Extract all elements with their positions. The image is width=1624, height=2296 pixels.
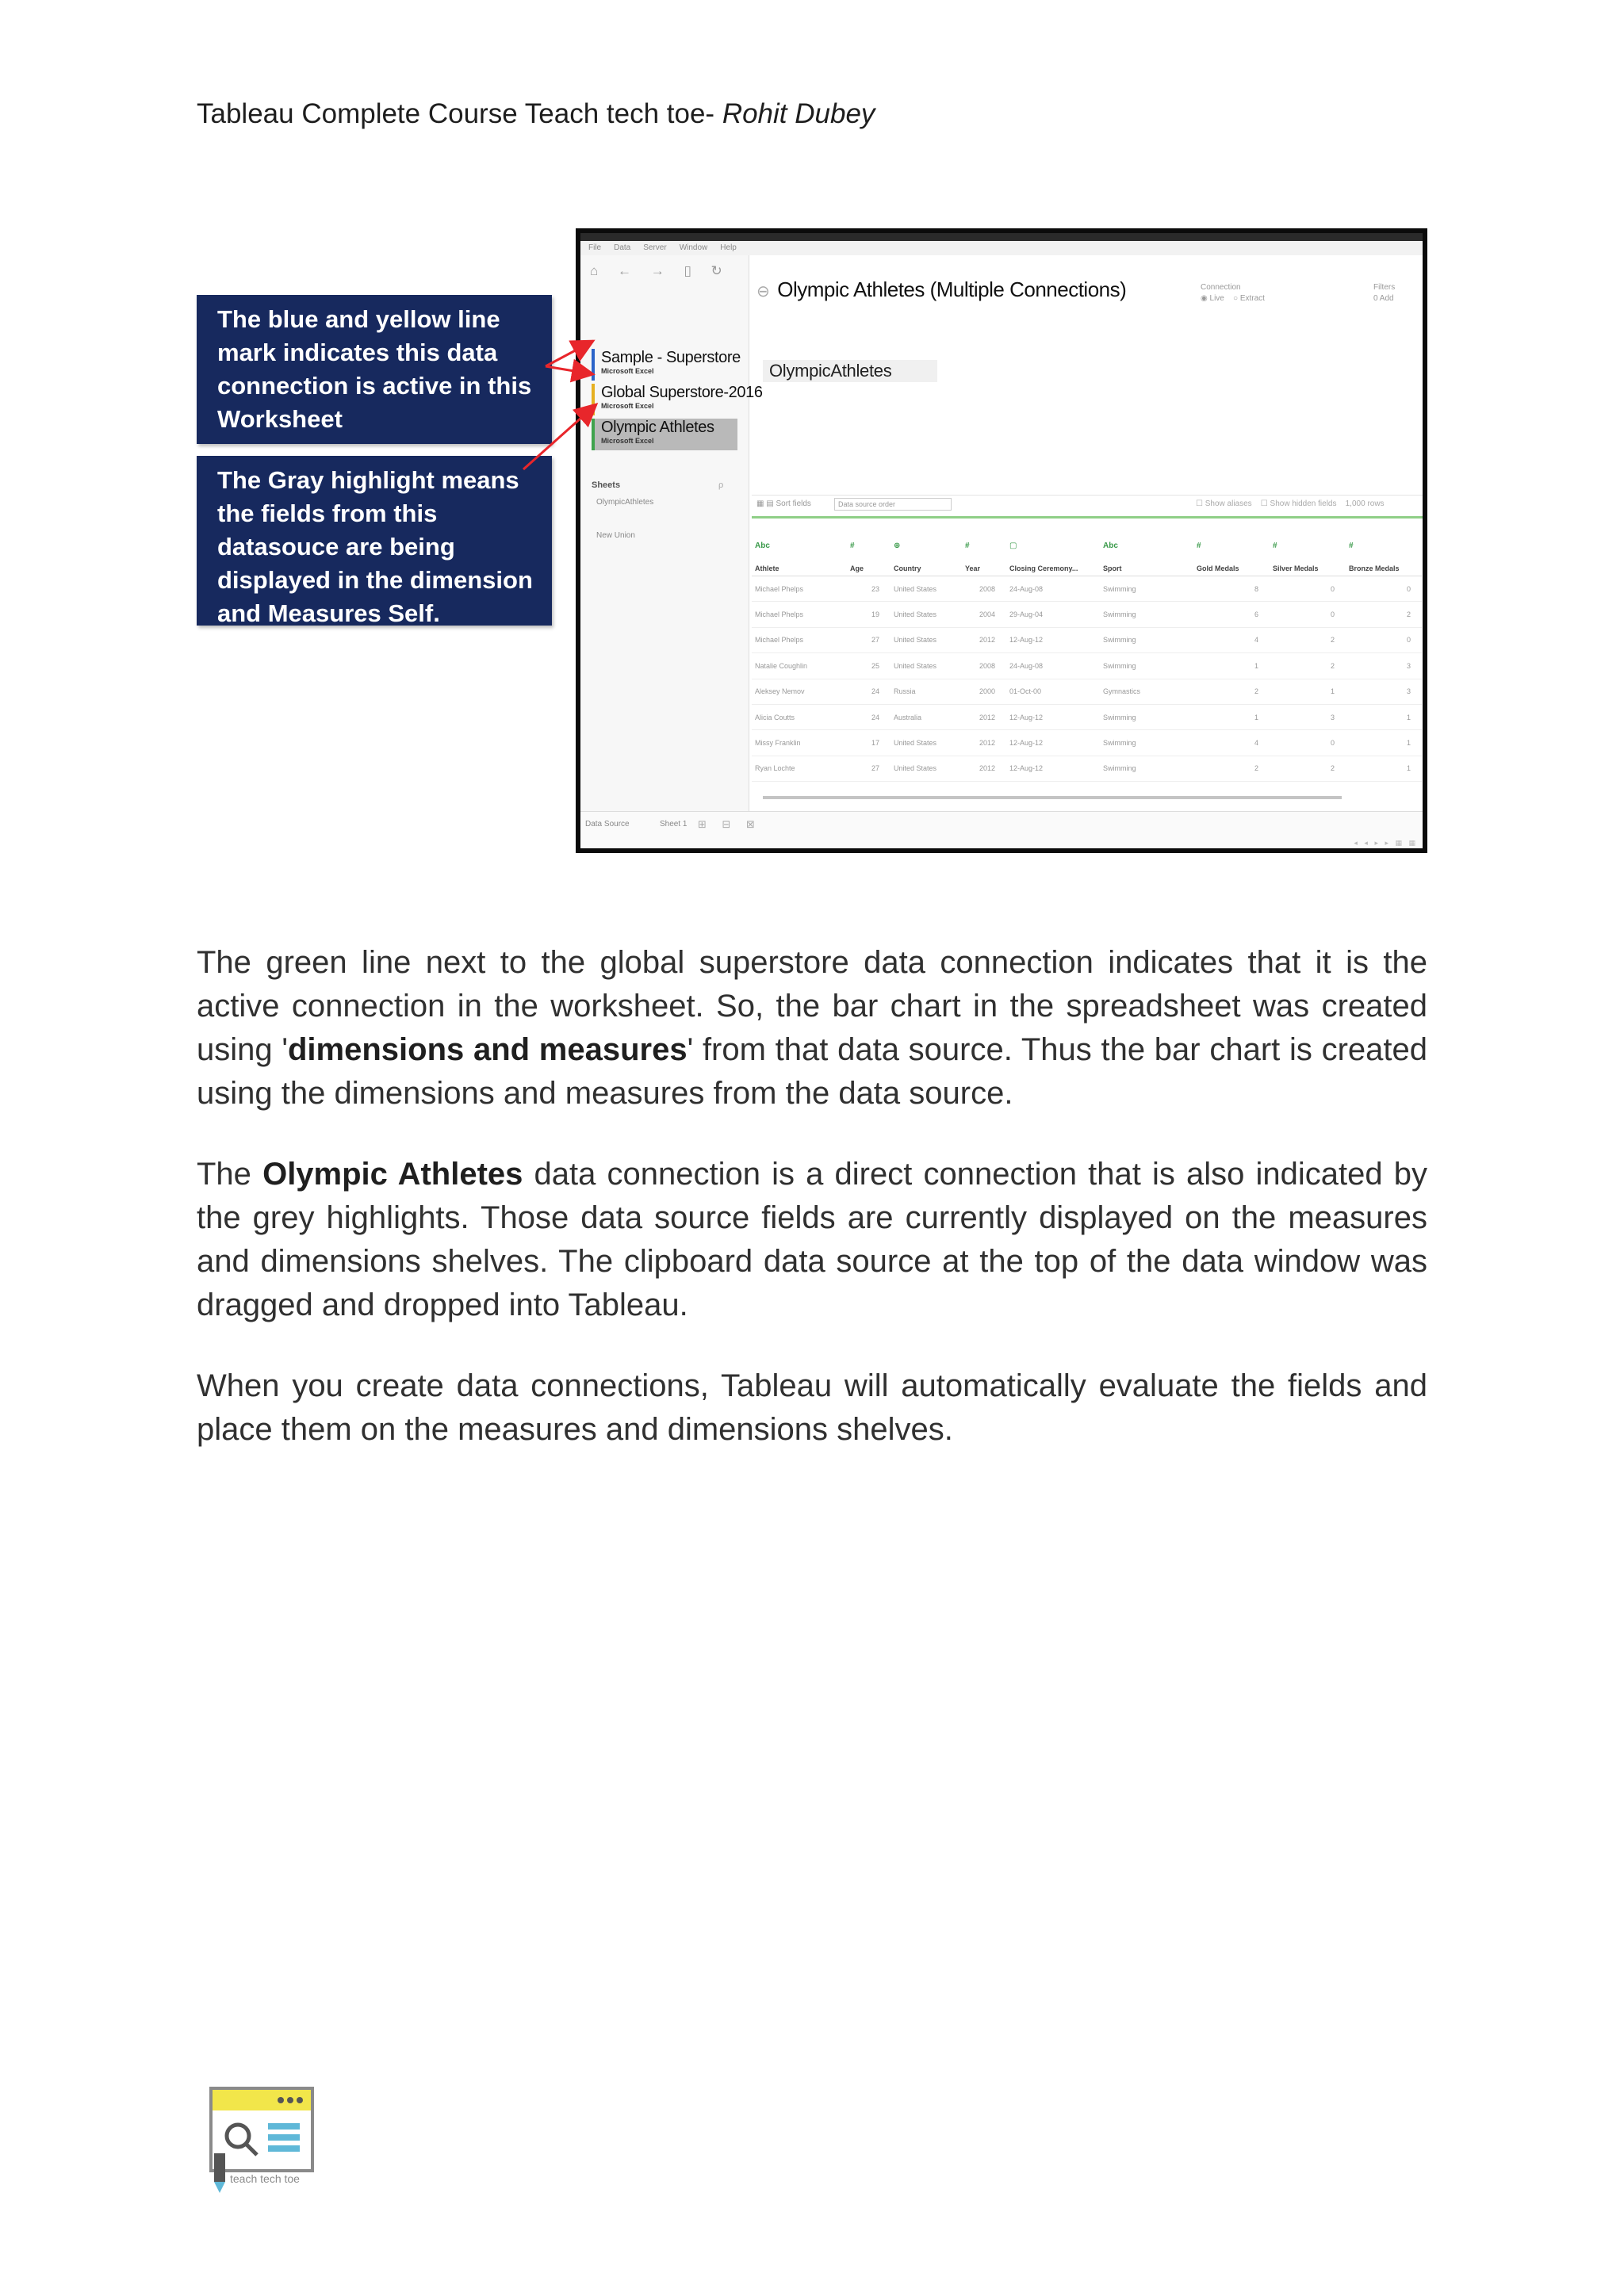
table-cell: 24-Aug-08 — [1006, 576, 1100, 602]
column-header-year[interactable]: # Year — [962, 528, 1006, 576]
table-cell: Michael Phelps — [752, 602, 847, 627]
search-icon[interactable]: ρ — [718, 480, 724, 490]
rows-label: rows — [1367, 499, 1385, 508]
type-icon[interactable]: Abc — [755, 541, 770, 550]
table-cell: 1 — [1193, 653, 1270, 679]
type-icon[interactable]: # — [1273, 541, 1277, 550]
table-cell: Ryan Lochte — [752, 756, 847, 781]
table-cell: 1 — [1270, 679, 1346, 704]
sheet-new-union[interactable]: New Union — [596, 531, 635, 540]
table-cell: Natalie Coughlin — [752, 653, 847, 679]
connection-sample-superstore[interactable] — [592, 349, 741, 381]
type-icon[interactable]: ⊕ — [894, 541, 901, 550]
filters — [1373, 282, 1395, 304]
live-radio-icon[interactable]: ◉ — [1201, 294, 1208, 303]
paragraph-green-line: The green line next to the global superstore data connection indicates that it is the active connection in the worksheet. So, the bar chart in the spreadsheet was created using 'dimensions and measures' from that data source. Thus the bar chart is created using the dimensions and measures from the data source. — [197, 945, 1427, 1111]
grid-view-icon[interactable]: ▦ — [756, 499, 764, 508]
table-cell: 2 — [1270, 627, 1346, 652]
callout-active-connection: The blue and yellow line mark indicates this data connection is active in this Worksheet — [197, 295, 552, 444]
sort-label: Sort fields — [776, 499, 811, 508]
menu-server[interactable]: Server — [643, 243, 667, 252]
table-cell: 4 — [1193, 627, 1270, 652]
table-row — [752, 627, 1422, 652]
connection-label: Connection — [1201, 283, 1241, 292]
table-cell: 24-Aug-08 — [1006, 653, 1100, 679]
menu-data[interactable]: Data — [614, 243, 631, 252]
table-cell: 2012 — [962, 627, 1006, 652]
table-cell: 2012 — [962, 704, 1006, 729]
table-cell: 01-Oct-00 — [1006, 679, 1100, 704]
table-cell: 25 — [847, 653, 891, 679]
table-cell: United States — [891, 576, 962, 602]
column-header-gold-medals[interactable]: # Gold Medals — [1193, 528, 1270, 576]
type-icon[interactable]: Abc — [1103, 541, 1118, 550]
tableau-screenshot — [576, 228, 1427, 853]
datasource-title — [756, 277, 1126, 302]
table-cell: 1 — [1346, 730, 1422, 756]
filters-add[interactable]: 0 Add — [1373, 294, 1394, 303]
connection-name: Global Superstore-2016 — [601, 384, 763, 401]
column-header-closing-ceremony[interactable]: ▢ Closing Ceremony... — [1006, 528, 1100, 576]
data-grid — [752, 528, 1422, 782]
sheets-heading — [592, 480, 724, 490]
table-cell: 2008 — [962, 576, 1006, 602]
table-cell: Swimming — [1100, 602, 1193, 627]
table-cell: Alicia Coutts — [752, 704, 847, 729]
logo-text: teach tech toe — [230, 2172, 300, 2185]
table-cell: Michael Phelps — [752, 576, 847, 602]
header-title: Tableau Complete Course Teach tech toe- — [197, 98, 715, 129]
callout-gray-highlight: The Gray highlight means the fields from this datasouce are being displayed in the dimension and Measures Self. — [197, 456, 552, 626]
menu-file[interactable]: File — [588, 243, 602, 252]
table-cell: Gymnastics — [1100, 679, 1193, 704]
table-cell: 29-Aug-04 — [1006, 602, 1100, 627]
type-icon[interactable]: # — [850, 541, 855, 550]
connection-name: Sample - Superstore — [601, 349, 741, 366]
table-row — [752, 602, 1422, 627]
connection-olympic-athletes[interactable] — [592, 419, 737, 450]
connection-options — [1201, 282, 1265, 304]
list-view-icon[interactable]: ▤ — [766, 499, 774, 508]
table-cell: 12-Aug-12 — [1006, 730, 1100, 756]
table-cell: 2012 — [962, 730, 1006, 756]
table-cell: 0 — [1270, 602, 1346, 627]
horizontal-scrollbar[interactable] — [763, 796, 1342, 799]
table-cell: 0 — [1270, 576, 1346, 602]
table-cell: United States — [891, 627, 962, 652]
table-cell: Michael Phelps — [752, 627, 847, 652]
table-cell: 19 — [847, 602, 891, 627]
column-header-sport[interactable]: Abc Sport — [1100, 528, 1193, 576]
column-header-country[interactable]: ⊕ Country — [891, 528, 962, 576]
table-cell: 27 — [847, 756, 891, 781]
table-cell: United States — [891, 730, 962, 756]
connection-type: Microsoft Excel — [601, 437, 654, 445]
grid-options — [1196, 499, 1385, 508]
table-cell: United States — [891, 602, 962, 627]
table-cell: 0 — [1346, 627, 1422, 652]
table-cell: Swimming — [1100, 756, 1193, 781]
table-cell: Aleksey Nemov — [752, 679, 847, 704]
table-cell: Swimming — [1100, 576, 1193, 602]
table-row — [752, 576, 1422, 602]
connection-global-superstore[interactable] — [592, 384, 763, 415]
table-cell: 0 — [1346, 576, 1422, 602]
table-cell: 2 — [1346, 602, 1422, 627]
datasource-title-text[interactable]: Olympic Athletes (Multiple Connections) — [777, 277, 1127, 301]
sheet-olympic-athletes[interactable]: OlympicAthletes — [596, 498, 654, 507]
page-header — [197, 98, 875, 130]
table-cell: 12-Aug-12 — [1006, 627, 1100, 652]
table-row — [752, 679, 1422, 704]
type-icon[interactable]: # — [1349, 541, 1354, 550]
type-icon[interactable]: ▢ — [1009, 541, 1017, 550]
table-cell: United States — [891, 756, 962, 781]
paragraph-olympic-athletes: The Olympic Athletes data connection is a direct connection that is also indicated by the grey highlights. Those data source fields are currently displayed on the measures and dimensions shelves. The clipboard data source at the top of the data window was dragged and dropped into Tableau. — [197, 1157, 1428, 1322]
tab-sheet-1[interactable]: Sheet 1 — [660, 820, 688, 828]
table-cell: Australia — [891, 704, 962, 729]
table-cell: 24 — [847, 679, 891, 704]
column-header-bronze-medals[interactable]: # Bronze Medals — [1346, 528, 1422, 576]
column-header-silver-medals[interactable]: # Silver Medals — [1270, 528, 1346, 576]
table-chip-olympic-athletes[interactable]: OlympicAthletes — [763, 360, 937, 382]
sort-select[interactable]: Data source order — [834, 498, 952, 511]
connection-name: Olympic Athletes — [601, 419, 714, 436]
filters-label: Filters — [1373, 283, 1396, 292]
connection-extract[interactable]: Extract — [1239, 294, 1265, 303]
grid-header-row — [752, 528, 1422, 576]
grid-body — [752, 576, 1422, 782]
table-cell: 8 — [1193, 576, 1270, 602]
table-cell: Russia — [891, 679, 962, 704]
table-cell: 12-Aug-12 — [1006, 756, 1100, 781]
header-author: Rohit Dubey — [722, 98, 875, 129]
table-cell: Swimming — [1100, 704, 1193, 729]
sheets-label: Sheets — [592, 480, 621, 490]
extract-radio-icon[interactable]: ○ — [1233, 294, 1239, 303]
show-hidden-checkbox[interactable]: ☐ — [1260, 499, 1268, 508]
type-icon[interactable]: # — [1197, 541, 1201, 550]
table-row — [752, 756, 1422, 781]
show-hidden-label: Show hidden fields — [1270, 499, 1337, 508]
table-cell: 2008 — [962, 653, 1006, 679]
new-sheet-icons[interactable]: ⊞ ⊟ ⊠ — [698, 818, 761, 830]
table-cell: 1 — [1346, 756, 1422, 781]
table-row — [752, 730, 1422, 756]
table-cell: 3 — [1270, 704, 1346, 729]
tab-data-source[interactable]: Data Source — [585, 820, 630, 828]
table-cell: 24 — [847, 704, 891, 729]
database-icon: ⊖ — [756, 283, 770, 300]
table-cell: 3 — [1346, 679, 1422, 704]
table-cell: 12-Aug-12 — [1006, 704, 1100, 729]
table-cell: 2 — [1270, 756, 1346, 781]
table-cell: United States — [891, 653, 962, 679]
table-cell: Swimming — [1100, 730, 1193, 756]
toolbar-icons[interactable]: ⌂ ← → ▯ ↻ — [590, 263, 730, 278]
table-cell: 17 — [847, 730, 891, 756]
bottom-tab-bar — [580, 811, 1423, 848]
table-cell: 0 — [1270, 730, 1346, 756]
connection-live[interactable]: Live — [1209, 294, 1224, 303]
show-aliases-checkbox[interactable]: ☐ — [1196, 499, 1203, 508]
table-cell: 6 — [1193, 602, 1270, 627]
menu-help[interactable]: Help — [720, 243, 737, 252]
menu-window[interactable]: Window — [679, 243, 708, 252]
table-cell: 4 — [1193, 730, 1270, 756]
navigation-icons[interactable]: ◂ ◂ ▸ ▸ ▦ ▦ — [1354, 839, 1418, 847]
table-cell: 2 — [1193, 756, 1270, 781]
menu-bar — [580, 241, 1423, 255]
column-header-athlete[interactable]: Abc Athlete — [752, 528, 847, 576]
table-cell: 1 — [1346, 704, 1422, 729]
type-icon[interactable]: # — [965, 541, 970, 550]
connection-type: Microsoft Excel — [601, 367, 654, 375]
column-header-age[interactable]: # Age — [847, 528, 891, 576]
table-cell: 2012 — [962, 756, 1006, 781]
rows-select[interactable]: 1,000 — [1345, 499, 1365, 508]
table-cell: 2004 — [962, 602, 1006, 627]
table-row — [752, 704, 1422, 729]
sort-fields — [756, 499, 811, 508]
table-cell: 3 — [1346, 653, 1422, 679]
table-cell: 2 — [1193, 679, 1270, 704]
table-cell: 27 — [847, 627, 891, 652]
table-cell: Missy Franklin — [752, 730, 847, 756]
table-row — [752, 653, 1422, 679]
table-cell: 2 — [1270, 653, 1346, 679]
window-titlebar — [580, 233, 1423, 241]
grid-toolbar — [752, 495, 1423, 519]
table-cell: Swimming — [1100, 653, 1193, 679]
show-aliases-label: Show aliases — [1205, 499, 1252, 508]
table-cell: Swimming — [1100, 627, 1193, 652]
paragraph-create-connections: When you create data connections, Tableau will automatically evaluate the fields and place them on the measures and dimensions shelves. — [197, 1368, 1427, 1447]
connection-type: Microsoft Excel — [601, 402, 654, 410]
table-cell: 23 — [847, 576, 891, 602]
table-cell: 1 — [1193, 704, 1270, 729]
table-cell: 2000 — [962, 679, 1006, 704]
